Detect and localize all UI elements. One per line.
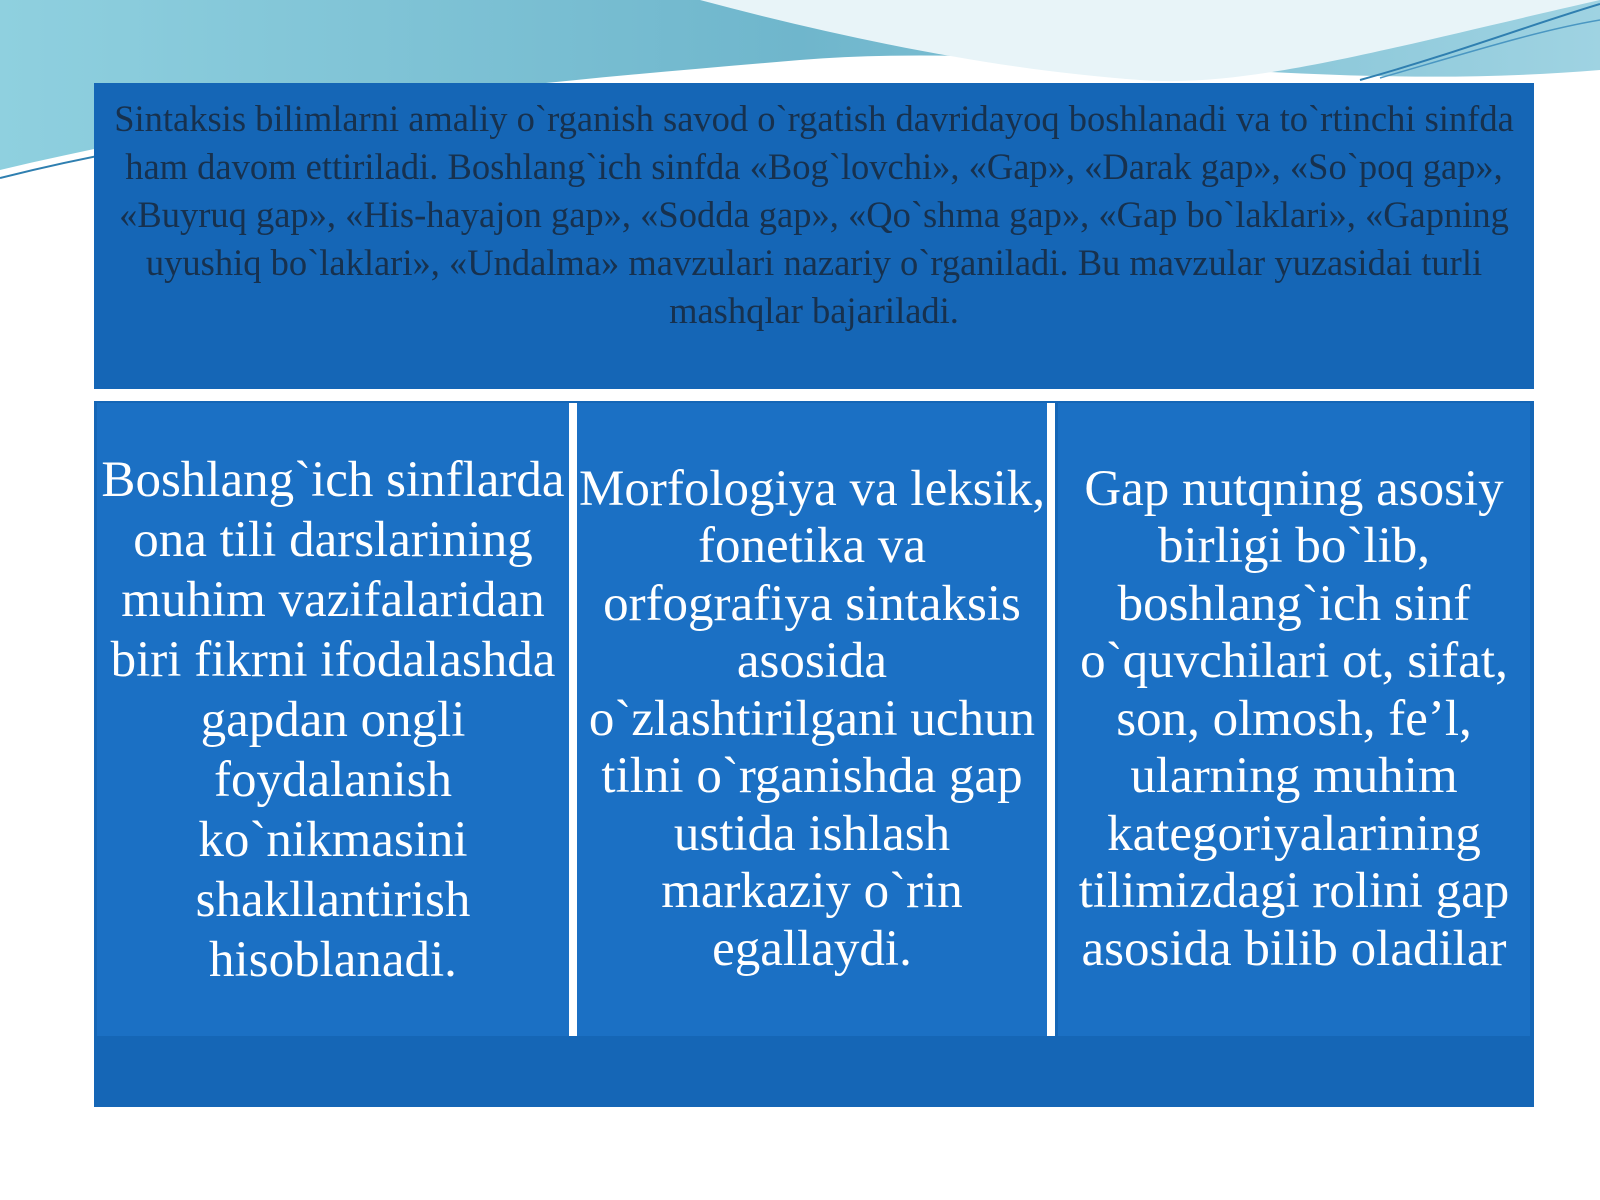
column-1-text: Boshlang`ich sinflarda ona tili darslarining muhim vazifalaridan biri fikrni ifodalashda gapdan ongli foydalanish ko`nikmasini shakllantirish hisoblanadi. (101, 451, 565, 988)
intro-text-box (94, 83, 1534, 389)
intro-text: Sintaksis bilimlarni amaliy o`rganish savod o`rgatish davridayoq boshlanadi va to`rtinchi sinfda ham davom ettiriladi. Boshlang`ich sinfda «Bog`lovchi», «Gap», «Darak gap», «So`poq gap», «Buyruq gap», «His-hayajon gap», «Sodda gap», «Qo`shma gap», «Gap bo`laklari», «Gapning uyushiq bo`laklari», «Undalma» mavzulari nazariy o`rganiladi. Bu mavzular yuzasidai turli mashqlar bajariladi. (114, 98, 1514, 331)
column-divider-2 (1047, 403, 1055, 1036)
column-divider-1 (569, 403, 577, 1036)
content-panel (94, 83, 1534, 1107)
column-1 (97, 403, 569, 1036)
column-3-text: Gap nutqning asosiy birligi bo`lib, boshlang`ich sinf o`quvchilari ot, sifat, son, olmosh, fe’l, ularning muhim kategoriyalarining tilimizdagi rolini gap asosida bilib oladilar (1078, 460, 1510, 977)
column-3 (1058, 403, 1530, 1036)
column-2 (577, 403, 1047, 1036)
column-2-text: Morfologiya va leksik, fonetika va orfografiya sintaksis asosida o`zlashtirilgani uchun tilni o`rganishda gap ustida ishlash markaziy o`rin egallaydi. (579, 460, 1045, 977)
